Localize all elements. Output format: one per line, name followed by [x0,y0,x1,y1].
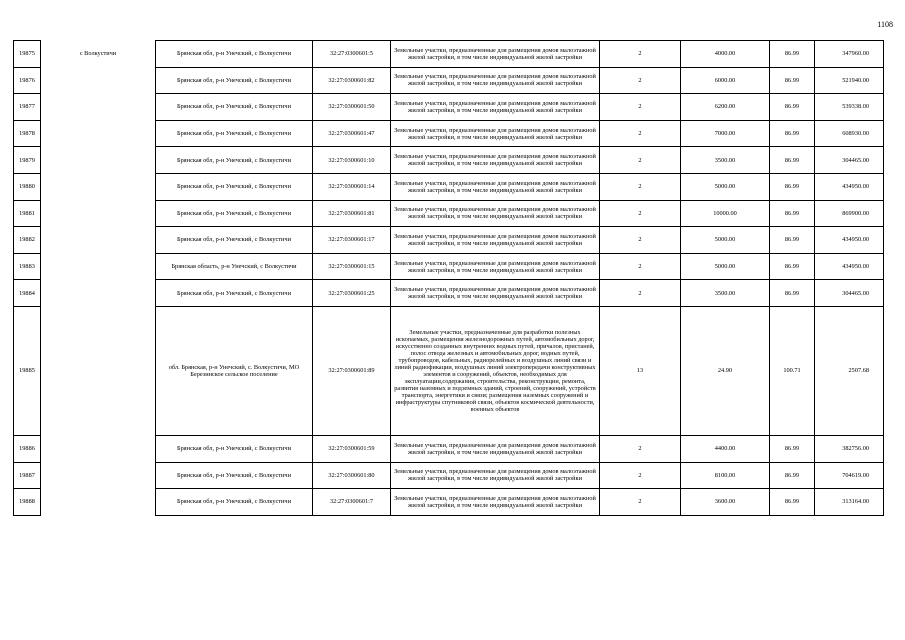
land-use-cell: Земельные участки, предназначенные для размещения домов малоэтажной жилой застройки, в том числе индивидуальной жилой застройки [391,253,600,280]
blank-column [41,227,156,254]
blank-column [41,94,156,121]
row-number: 19887 [14,462,41,489]
address-cell: Брянская обл, р-н Унечский, с Волкустичи [156,280,313,307]
cadastral-number-cell: 32:27:0300601:17 [313,227,391,254]
page-number: 1108 [877,20,893,29]
rate-cell: 86.99 [770,489,815,516]
address-cell: Брянская обл, р-н Унечский, с Волкустичи [156,67,313,94]
row-number: 19875 [14,41,41,68]
cadastral-number-cell: 32:27:0300601:59 [313,435,391,462]
table-row [14,227,884,254]
blank-column [41,253,156,280]
area-cell: 3600.00 [681,489,770,516]
row-number: 19882 [14,227,41,254]
cadastral-value-cell: 2507.68 [815,306,884,435]
table-row [14,462,884,489]
table-body [14,41,884,516]
cadastral-number-cell: 32:27:0300601:50 [313,94,391,121]
area-cell: 10000.00 [681,200,770,227]
blank-column [41,147,156,174]
rate-cell: 86.99 [770,67,815,94]
category-cell: 2 [600,435,681,462]
category-cell: 2 [600,200,681,227]
address-cell: обл. Брянская, р-н Унечский, с. Волкустичи, МО Березинское сельское поселение [156,306,313,435]
land-use-cell: Земельные участки, предназначенные для размещения домов малоэтажной жилой застройки, в том числе индивидуальной жилой застройки [391,94,600,121]
cadastral-value-cell: 434950.00 [815,173,884,200]
row-number: 19885 [14,306,41,435]
cadastral-value-cell: 434950.00 [815,227,884,254]
cadastral-value-cell: 539338.00 [815,94,884,121]
cadastral-number-cell: 32:27:0300601:89 [313,306,391,435]
cadastral-value-cell: 313164.00 [815,489,884,516]
address-cell: Брянская область, р-н Унечский, с Волкустичи [156,253,313,280]
blank-column [41,435,156,462]
category-cell: 2 [600,120,681,147]
area-cell: 6000.00 [681,67,770,94]
blank-column [41,120,156,147]
table-row [14,435,884,462]
row-number: 19876 [14,67,41,94]
rate-cell: 86.99 [770,253,815,280]
land-use-cell: Земельные участки, предназначенные для разработки полезных ископаемых, размещения железнодорожных путей, автомобильных дорог, искусственно созданных внутренних водных путей, причалов, пристаней, полос отвода железных и автомобильных дорог, водных путей, трубопроводов, кабельных, радиорелейных и воздушных линий связи и линий радиофикации, воздушных линий электропередачи конструктивных элементов и сооружений, объектов, необходимых для эксплуатации,содержания, строительства, реконструкции, ремонта, развития наземных и подземных зданий, строений, сооружений, устройств транспорта, энергетики и связи; размещения наземных сооружений и инфраструктуры спутниковой связи, объектов космической деятельности, военных объектов [391,306,600,435]
cadastral-value-cell: 347960.00 [815,41,884,68]
area-cell: 6200.00 [681,94,770,121]
cadastral-value-cell: 434950.00 [815,253,884,280]
land-use-cell: Земельные участки, предназначенные для размещения домов малоэтажной жилой застройки, в том числе индивидуальной жилой застройки [391,173,600,200]
rate-cell: 86.99 [770,280,815,307]
area-cell: 7000.00 [681,120,770,147]
address-cell: Брянская обл, р-н Унечский, с Волкустичи [156,462,313,489]
cadastral-value-cell: 382756.00 [815,435,884,462]
address-cell: Брянская обл, р-н Унечский, с Волкустичи [156,227,313,254]
address-cell: Брянская обл, р-н Унечский, с Волкустичи [156,147,313,174]
rate-cell: 86.99 [770,120,815,147]
row-number: 19880 [14,173,41,200]
area-cell: 8100.00 [681,462,770,489]
blank-column [41,41,156,68]
address-cell: Брянская обл, р-н Унечский, с Волкустичи [156,41,313,68]
rate-cell: 86.99 [770,462,815,489]
cadastral-value-cell: 304465.00 [815,280,884,307]
category-cell: 2 [600,67,681,94]
cadastral-number-cell: 32:27:0300601:80 [313,462,391,489]
table-row [14,94,884,121]
category-cell: 2 [600,280,681,307]
carryover-text: с Волкустичи [79,50,117,58]
table-row [14,489,884,516]
table-row [14,67,884,94]
land-use-cell: Земельные участки, предназначенные для размещения домов малоэтажной жилой застройки, в том числе индивидуальной жилой застройки [391,435,600,462]
rate-cell: 86.99 [770,435,815,462]
area-cell: 3500.00 [681,280,770,307]
rate-cell: 86.99 [770,94,815,121]
row-number: 19883 [14,253,41,280]
category-cell: 2 [600,227,681,254]
land-use-cell: Земельные участки, предназначенные для размещения домов малоэтажной жилой застройки, в том числе индивидуальной жилой застройки [391,120,600,147]
land-use-cell: Земельные участки, предназначенные для размещения домов малоэтажной жилой застройки, в том числе индивидуальной жилой застройки [391,489,600,516]
area-cell: 5000.00 [681,253,770,280]
rate-cell: 86.99 [770,147,815,174]
land-use-cell: Земельные участки, предназначенные для размещения домов малоэтажной жилой застройки, в том числе индивидуальной жилой застройки [391,227,600,254]
row-number: 19877 [14,94,41,121]
category-cell: 2 [600,41,681,68]
land-use-cell: Земельные участки, предназначенные для размещения домов малоэтажной жилой застройки, в том числе индивидуальной жилой застройки [391,280,600,307]
table-row [14,280,884,307]
category-cell: 2 [600,147,681,174]
blank-column [41,280,156,307]
cadastral-value-cell: 521940.00 [815,67,884,94]
blank-column [41,306,156,435]
land-use-cell: Земельные участки, предназначенные для размещения домов малоэтажной жилой застройки, в том числе индивидуальной жилой застройки [391,200,600,227]
land-use-cell: Земельные участки, предназначенные для размещения домов малоэтажной жилой застройки, в том числе индивидуальной жилой застройки [391,462,600,489]
area-cell: 5000.00 [681,173,770,200]
row-number: 19886 [14,435,41,462]
address-cell: Брянская обл, р-н Унечский, с Волкустичи [156,200,313,227]
table-row [14,173,884,200]
address-cell: Брянская обл, р-н Унечский, с Волкустичи [156,173,313,200]
cadastral-value-cell: 608930.00 [815,120,884,147]
table-row [14,147,884,174]
category-cell: 2 [600,173,681,200]
rate-cell: 86.99 [770,227,815,254]
cadastral-number-cell: 32:27:0300601:14 [313,173,391,200]
row-number: 19881 [14,200,41,227]
cadastral-value-cell: 869900.00 [815,200,884,227]
row-number: 19888 [14,489,41,516]
rate-cell: 86.99 [770,41,815,68]
area-cell: 3500.00 [681,147,770,174]
address-cell: Брянская обл, р-н Унечский, с Волкустичи [156,120,313,147]
area-cell: 24.90 [681,306,770,435]
table-row [14,253,884,280]
rate-cell: 86.99 [770,173,815,200]
cadastral-value-cell: 304465.00 [815,147,884,174]
blank-column [41,67,156,94]
table-row [14,41,884,68]
blank-column [41,200,156,227]
cadastral-number-cell: 32:27:0300601:7 [313,489,391,516]
cadastral-value-cell: 704619.00 [815,462,884,489]
category-cell: 2 [600,94,681,121]
rate-cell: 100.71 [770,306,815,435]
table-row [14,200,884,227]
land-use-cell: Земельные участки, предназначенные для размещения домов малоэтажной жилой застройки, в том числе индивидуальной жилой застройки [391,147,600,174]
land-use-cell: Земельные участки, предназначенные для размещения домов малоэтажной жилой застройки, в том числе индивидуальной жилой застройки [391,67,600,94]
category-cell: 2 [600,489,681,516]
cadastral-number-cell: 32:27:0300601:47 [313,120,391,147]
cadastral-number-cell: 32:27:0300601:81 [313,200,391,227]
category-cell: 13 [600,306,681,435]
address-cell: Брянская обл, р-н Унечский, с Волкустичи [156,435,313,462]
cadastral-number-cell: 32:27:0300601:82 [313,67,391,94]
category-cell: 2 [600,462,681,489]
cadastral-number-cell: 32:27:0300601:5 [313,41,391,68]
cadastral-number-cell: 32:27:0300601:25 [313,280,391,307]
row-number: 19878 [14,120,41,147]
rate-cell: 86.99 [770,200,815,227]
blank-column [41,173,156,200]
land-use-cell: Земельные участки, предназначенные для размещения домов малоэтажной жилой застройки, в том числе индивидуальной жилой застройки [391,41,600,68]
area-cell: 4400.00 [681,435,770,462]
area-cell: 5000.00 [681,227,770,254]
blank-column [41,462,156,489]
table-row [14,306,884,435]
cadastral-number-cell: 32:27:0300601:15 [313,253,391,280]
cadastral-value-table [13,40,884,516]
blank-column [41,489,156,516]
address-cell: Брянская обл, р-н Унечский, с Волкустичи [156,489,313,516]
category-cell: 2 [600,253,681,280]
table-row [14,120,884,147]
address-cell: Брянская обл, р-н Унечский, с Волкустичи [156,94,313,121]
cadastral-number-cell: 32:27:0300601:10 [313,147,391,174]
row-number: 19879 [14,147,41,174]
area-cell: 4000.00 [681,41,770,68]
row-number: 19884 [14,280,41,307]
